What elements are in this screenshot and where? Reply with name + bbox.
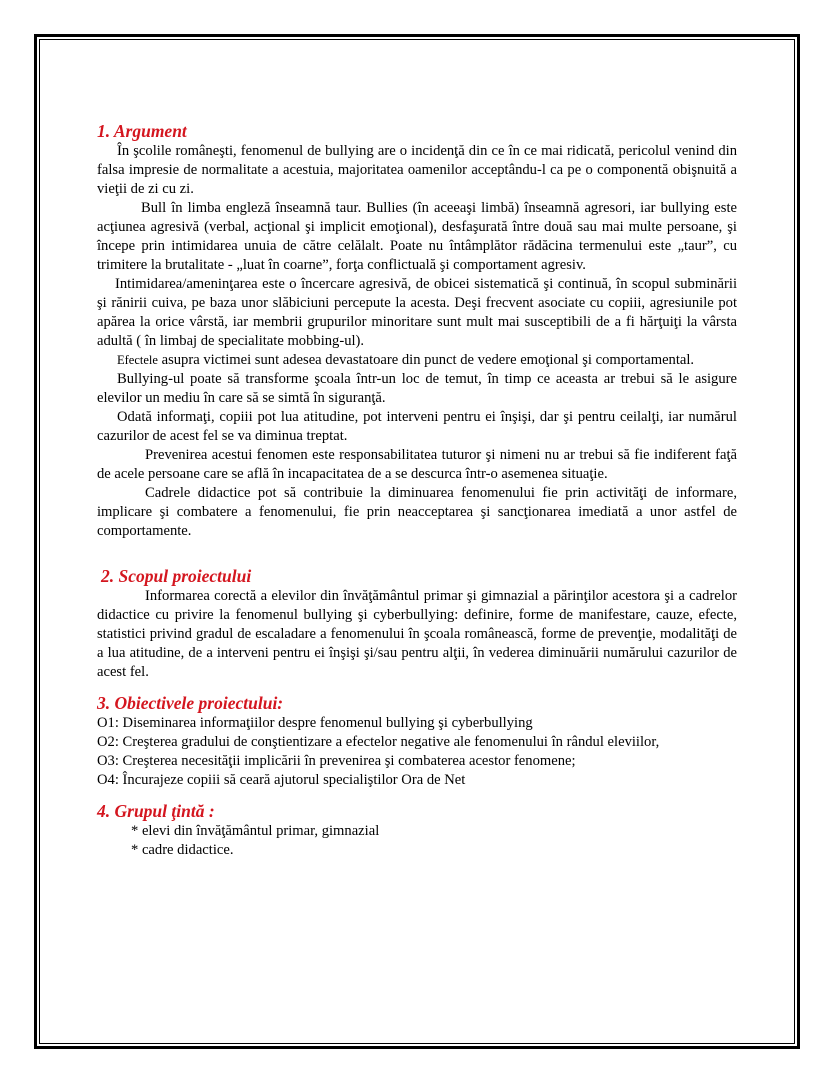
section-1-paragraph-3: Intimidarea/ameninţarea este o încercare agresivă, de obicei sistematică şi continuă, în scopul subminării şi rănirii cuiva, pe baza unor slăbiciuni percepute la acesta. Deşi frecvent asociate cu copiii, agresiunile pot apărea la orice vârstă, iar membrii grupurilor minoritare sunt mult mai susceptibili de a fi hărţuiţi la vârsta adultă ( în limbaj de specialitate mobbing-ul).: [97, 276, 737, 349]
section-1-paragraph-6: Odată informaţi, copiii pot lua atitudine, pot interveni pentru ei înşişi, dar şi pentru ceilalţi, iar numărul cazurilor de acest fel se va diminua treptat.: [97, 409, 737, 444]
section-2-title: 2. Scopul proiectului: [101, 566, 252, 586]
efectele-word: Efectele: [117, 353, 158, 367]
document-body: [97, 120, 737, 860]
target-group-item: * elevi din învăţământul primar, gimnazial: [131, 823, 380, 839]
section-1-paragraph-1: În şcolile româneşti, fenomenul de bullying are o incidenţă din ce în ce mai ridicată, pericolul venind din falsa impresie de normalitate a acestuia, majoritatea oamenilor acceptându-l ca pe o componentă obişnuită a vieţii de zi cu zi.: [97, 143, 737, 197]
section-1-paragraph-5: Bullying-ul poate să transforme şcoala într-un loc de temut, în timp ce aceasta ar trebui să le asigure elevilor un mediu în care să se simtă în siguranţă.: [97, 371, 737, 406]
objective-item: O2: Creşterea gradului de conştientizare a efectelor negative ale fenomenului în rândul eleviilor,: [97, 734, 660, 750]
objective-item: O4: Încurajeze copiii să ceară ajutorul specialiştilor Ora de Net: [97, 772, 466, 788]
section-2-paragraph: Informarea corectă a elevilor din învăţământul primar şi gimnazial a părinţilor acestora şi a cadrelor didactice cu privire la fenomenul bullying şi cyberbullying: definire, forme de manifestare, cauze, efecte, statistici privind gradul de escaladare a fenomenului în şcoala românească, forme de prevenţie, modalităţi de a lua atitudine, de a interveni pentru ei înşişi şi/sau pentru alţii, în vederea diminuării numărului cazurilor de acest fel.: [97, 588, 737, 680]
section-1-paragraph-7: Prevenirea acestui fenomen este responsabilitatea tuturor şi nimeni nu ar trebui să fie indiferent faţă de acele persoane care se află în incapacitatea de a se descurca într-o asemenea situaţie.: [97, 447, 737, 482]
section-1-paragraph-4-text: asupra victimei sunt adesea devastatoare din punct de vedere emoţional şi comportamental.: [161, 352, 695, 368]
section-1-paragraph-2: Bull în limba engleză înseamnă taur. Bullies (în aceeaşi limbă) înseamnă agresori, iar bullying este acţiunea agresivă (verbal, acţional şi implicit emoţional), desfaşurată între două sau mai multe persoane, şi începe prin intimidarea unuia de către celălalt. Poate nu întâmplător rădăcina termenului este „taur”, cu trimitere la brutalitate - „luat în coarne”, forţa conflictuală şi comportament agresiv.: [97, 200, 737, 273]
section-1-paragraph-4: [97, 351, 737, 370]
target-group-item: * cadre didactice.: [131, 842, 234, 858]
section-1-title: 1. Argument: [97, 121, 187, 141]
section-4-title: 4. Grupul ţintă :: [97, 801, 215, 821]
objective-item: O1: Diseminarea informaţiilor despre fenomenul bullying şi cyberbullying: [97, 715, 533, 731]
objective-item: O3: Creşterea necesităţii implicării în prevenirea şi combaterea acestor fenomene;: [97, 753, 576, 769]
section-1-paragraph-8: Cadrele didactice pot să contribuie la diminuarea fenomenului fie prin activităţi de informare, implicare şi combatere a fenomenului, fie prin neacceptarea şi sancţionarea imediată a unor astfel de comportamente.: [97, 485, 737, 539]
section-3-title: 3. Obiectivele proiectului:: [97, 693, 284, 713]
